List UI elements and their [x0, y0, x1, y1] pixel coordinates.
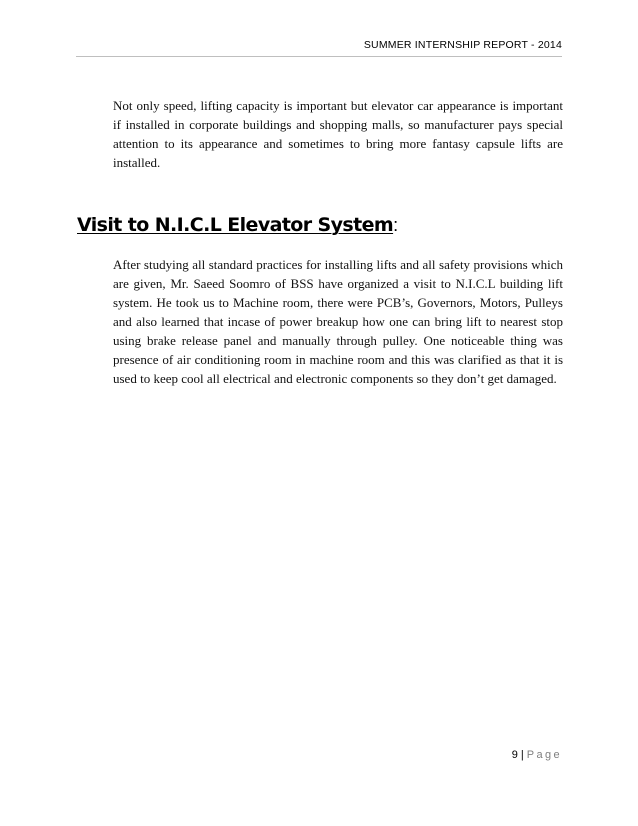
footer-separator: |: [520, 749, 524, 761]
section-heading: [77, 214, 398, 236]
page-number: 9: [511, 749, 518, 761]
section-heading-colon: :: [393, 215, 398, 235]
page-label: Page: [526, 749, 562, 761]
intro-paragraph: Not only speed, lifting capacity is important but elevator car appearance is important if installed in corporate buildings and shopping malls, so manufacturer pays special attention to its appearance and sometimes to bring more fantasy capsule lifts are installed.: [113, 98, 563, 170]
visit-paragraph: After studying all standard practices for installing lifts and all safety provisions which are given, Mr. Saeed Soomro of BSS have organized a visit to N.I.C.L building lift system. He took us to Machine room, there were PCB’s, Governors, Motors, Pulleys and also learned that incase of power breakup how one can bring lift to nearest stop using brake release panel and manually through pulley. One noticeable thing was presence of air conditioning room in machine room and this was clarified as that it is used to keep cool all electrical and electronic components so they don’t get damaged.: [113, 257, 563, 386]
header-divider: [76, 56, 562, 57]
report-title: SUMMER INTERNSHIP REPORT - 2014: [363, 39, 562, 51]
page-footer: [512, 749, 562, 761]
section-heading-text: Visit to N.I.C.L Elevator System: [77, 214, 394, 236]
